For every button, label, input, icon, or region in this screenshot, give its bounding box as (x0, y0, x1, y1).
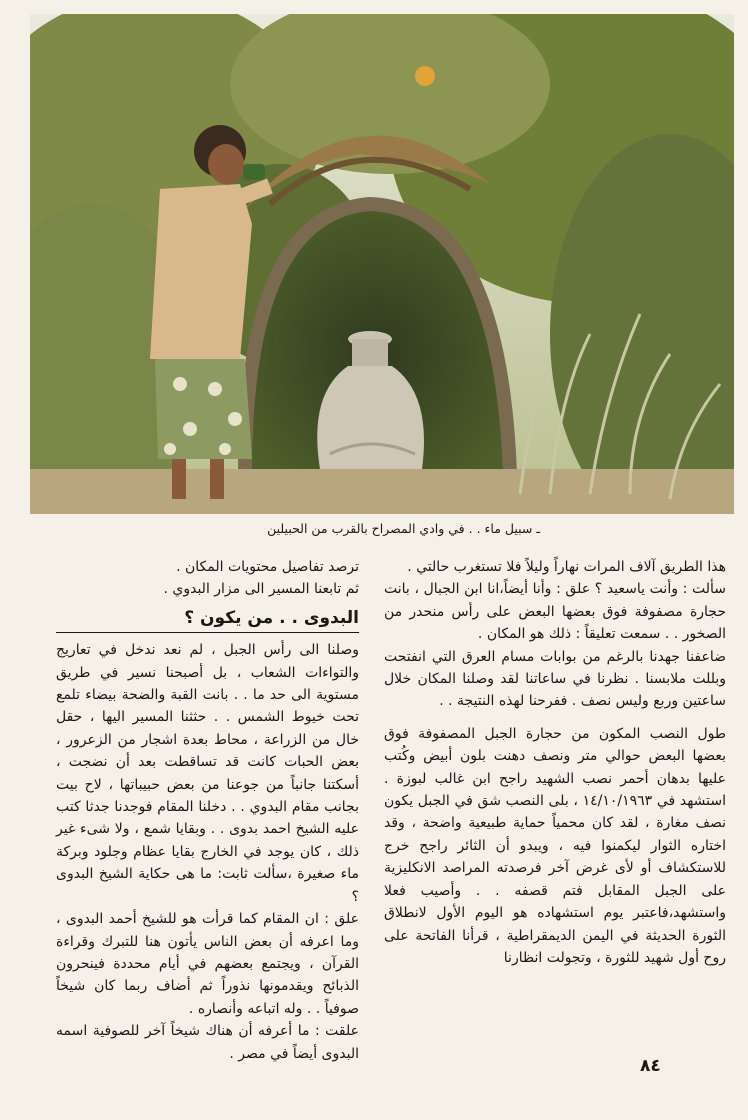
paragraph: هذا الطريق آلاف المرات نهاراً وليلاً فلا تستغرب حالتي . (407, 559, 726, 575)
section-heading: البدوى . . من يكون ؟ (56, 607, 359, 633)
page-number: ٨٤ (640, 1056, 661, 1076)
photo-water-fountain (30, 14, 734, 514)
paragraph: ثم تابعنا المسير الى مزار البدوي . (163, 581, 359, 598)
paragraph: سألت : وأنت ياسعيد ؟ علق : وأنا أيضاً،انا ابن الجبال ، بانت حجارة مصفوفة فوق بعضها البعض على رأس منحدر من الصخور . . سمعت تعليقاً : ذلك هو المكان . (384, 581, 726, 643)
article-left-column (56, 556, 359, 1065)
photo-caption: ـ سبيل ماء . . في وادي المصراح بالقرب من الحبيلين (267, 521, 540, 536)
paragraph: علق : ان المقام كما قرأت هو للشيخ أحمد البدوى ، وما اعرفه أن بعض الناس يأتون هنا للتبرك وقراءة القرآن ، ويجتمع بعضهم في أيام محددة فينحرون الذبائح ويقدمونها نذوراً ثم أضاف ربما كان شيخاً صوفياً . . وله اتباعه وأنصاره . (56, 911, 359, 1017)
paragraph: علقت : ما أعرفه أن هناك شيخاً آخر للصوفية اسمه البدوى أيضاً في مصر . (56, 1023, 359, 1062)
paragraph: وصلنا الى رأس الجبل ، لم نعد ندخل في تعاريج والتواءات الشعاب ، بل أصبحنا نسير في طريق مستوية الى حد ما . . بانت القبة والضحة بيضاء تلمع تحت خيوط الشمس . . حثثنا المسير اليها ، حقل خال من الزراعة ، محاط بعدة اشجار من الزعرور ، بعض الحبات كانت قد تساقطت بعد أن نضجت ، أسكتنا جانباً من جوعنا من بعض حبيباتها ، لاح بيت بجانب مقام البدوي . . دخلنا المقام فوجدنا جدثا كتب عليه الشيخ احمد بدوى . . وبقايا شمع ، ولا شىء غير ذلك ، كان يوجد في الخارج بقايا عظام وجلود وبركة ماء صغيرة ،سألت ثابت: ما هى حكاية الشيخ البدوى ؟ (56, 642, 359, 905)
photo-illustration (30, 14, 734, 514)
paragraph: طول النصب المكون من حجارة الجبل المصفوفة فوق بعضها البعض حوالي متر ونصف دهنت بلون أبيض وكُتب عليها بدهان أحمر نصب الشهيد راجح ابن غالب لبوزة . استشهد في ١٤/١٠/١٩٦٣ ، بلى النصب شق في الجبل يكون نصف مغارة ، لقد كان محمياً حماية طبيعية واضحة ، وقد اختاره الثوار ليكمنوا فيه ، ويبدو أن الثائر راجح خرج للاستكشاف أو لأى غرض آخر فرصدته المراصد الانكليزية على الجبل المقابل فتم قصفه . . وأصيب فعلا واستشهد،فاعتبر يوم استشهاده هو اليوم الأول لانطلاق الثورة الحديثة في اليمن الديمقراطية ، قرأنا الفاتحة على روح أول شهيد للثورة ، وتجولت انظارنا (384, 725, 726, 966)
article-right-column (384, 556, 726, 969)
paragraph: ضاعفنا جهدنا بالرغم من بوابات مسام العرق التي انفتحت وبللت ملابسنا . نظرنا في ساعاتنا لقد وصلنا المكان خلال ساعتين وربع وليس نصف . ففرحنا لهذه النتيجة . . (384, 648, 726, 710)
paragraph: ترصد تفاصيل محتويات المكان . (176, 559, 359, 575)
